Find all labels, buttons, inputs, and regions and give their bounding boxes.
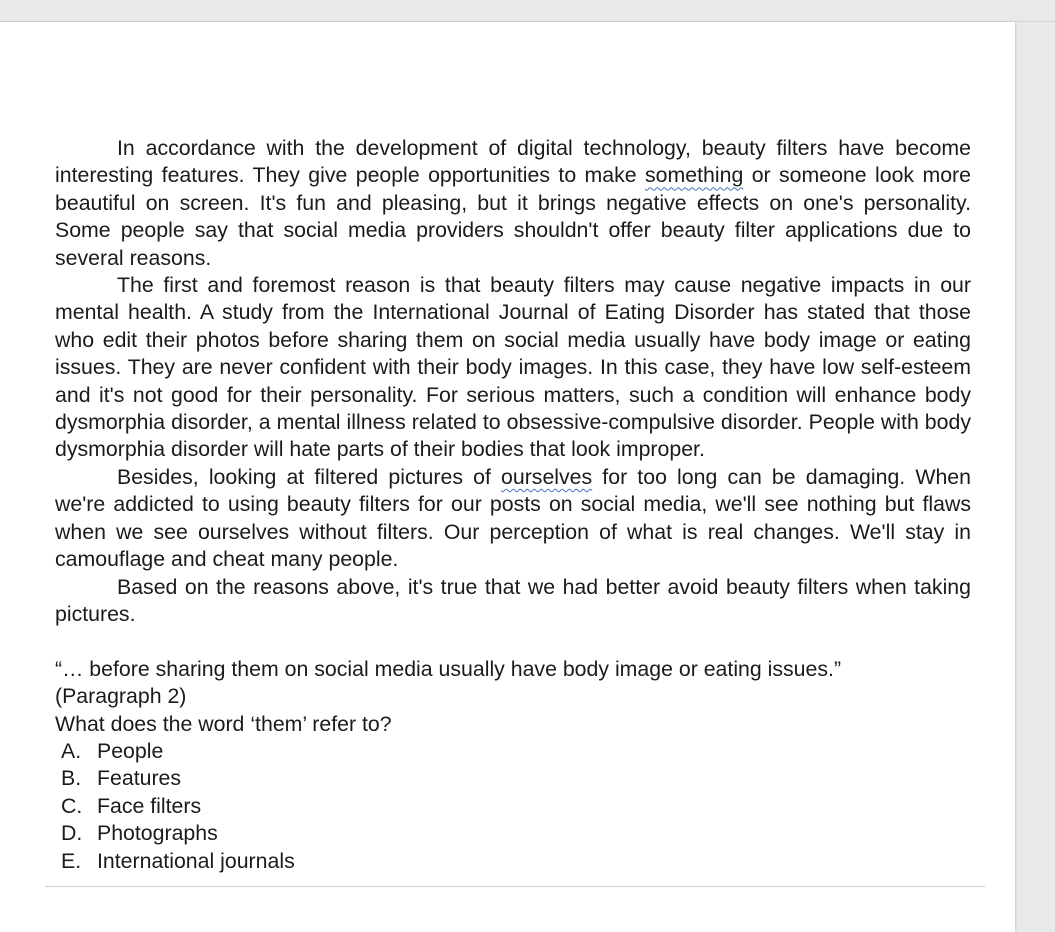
option-letter: A. <box>61 738 82 763</box>
option-text: Photographs <box>97 821 218 846</box>
option-text: International journals <box>97 848 295 873</box>
document-page[interactable] <box>0 22 1015 932</box>
question-prompt: What does the word ‘them’ refer to? <box>55 711 392 736</box>
option-b <box>55 765 971 792</box>
paragraph-2: The first and foremost reason is that beauty filters may cause negative impacts in our mental health. A study from the International Journal of Eating Disorder has stated that those who edit their photos before sharing them on social media usually have body image or eating issues. They are never confident with their body images. In this case, they have low self-esteem and it's not good for their personality. For serious matters, such a condition will enhance body dysmorphia disorder, a mental illness related to obsessive-compulsive disorder. People with body dysmorphia disorder will hate parts of their bodies that look improper. <box>55 273 971 462</box>
paragraph-1 <box>55 135 971 272</box>
blank-line <box>55 628 971 655</box>
option-letter: D. <box>61 821 83 846</box>
paragraph-3-text-end: for too long can be damaging. When we're addicted to using beauty filters for our posts on social media, we'll see nothing but flaws when we see ourselves without filters. Our perception of what is real changes. We'll stay in camouflage and cheat many people. <box>55 464 971 572</box>
top-toolbar-strip <box>0 0 1055 22</box>
option-d <box>55 820 971 847</box>
option-letter: B. <box>61 766 82 791</box>
paragraph-3 <box>55 464 971 574</box>
spellcheck-flagged-word[interactable]: ourselves <box>501 464 593 489</box>
page-bottom-divider <box>45 886 985 887</box>
option-text: Face filters <box>97 793 202 818</box>
option-e <box>55 848 971 875</box>
answer-options <box>55 738 971 875</box>
spellcheck-flagged-word[interactable]: something <box>645 163 744 188</box>
option-text: People <box>97 738 164 763</box>
option-letter: E. <box>61 848 82 873</box>
question-reference: (Paragraph 2) <box>55 684 187 709</box>
option-letter: C. <box>61 793 83 818</box>
paragraph-4: Based on the reasons above, it's true that we had better avoid beauty filters when taking pictures. <box>55 574 971 626</box>
option-text: Features <box>97 766 182 791</box>
paragraph-3-text-start: Besides, looking at filtered pictures of <box>117 464 502 489</box>
option-c <box>55 793 971 820</box>
paragraph-1-text-end: or someone look more beautiful on screen. It's fun and pleasing, but it brings negative effects on one's personality. Some people say that social media providers shouldn't offer beauty filter applications due to several reasons. <box>55 163 971 270</box>
document-body[interactable] <box>55 135 971 875</box>
paragraph-1-text-start: In accordance with the development of digital technology, beauty filters have become interesting features. They give people opportunities to make <box>55 136 971 188</box>
question-quote: “… before sharing them on social media usually have body image or eating issues.” <box>55 656 842 681</box>
option-a <box>55 738 971 765</box>
